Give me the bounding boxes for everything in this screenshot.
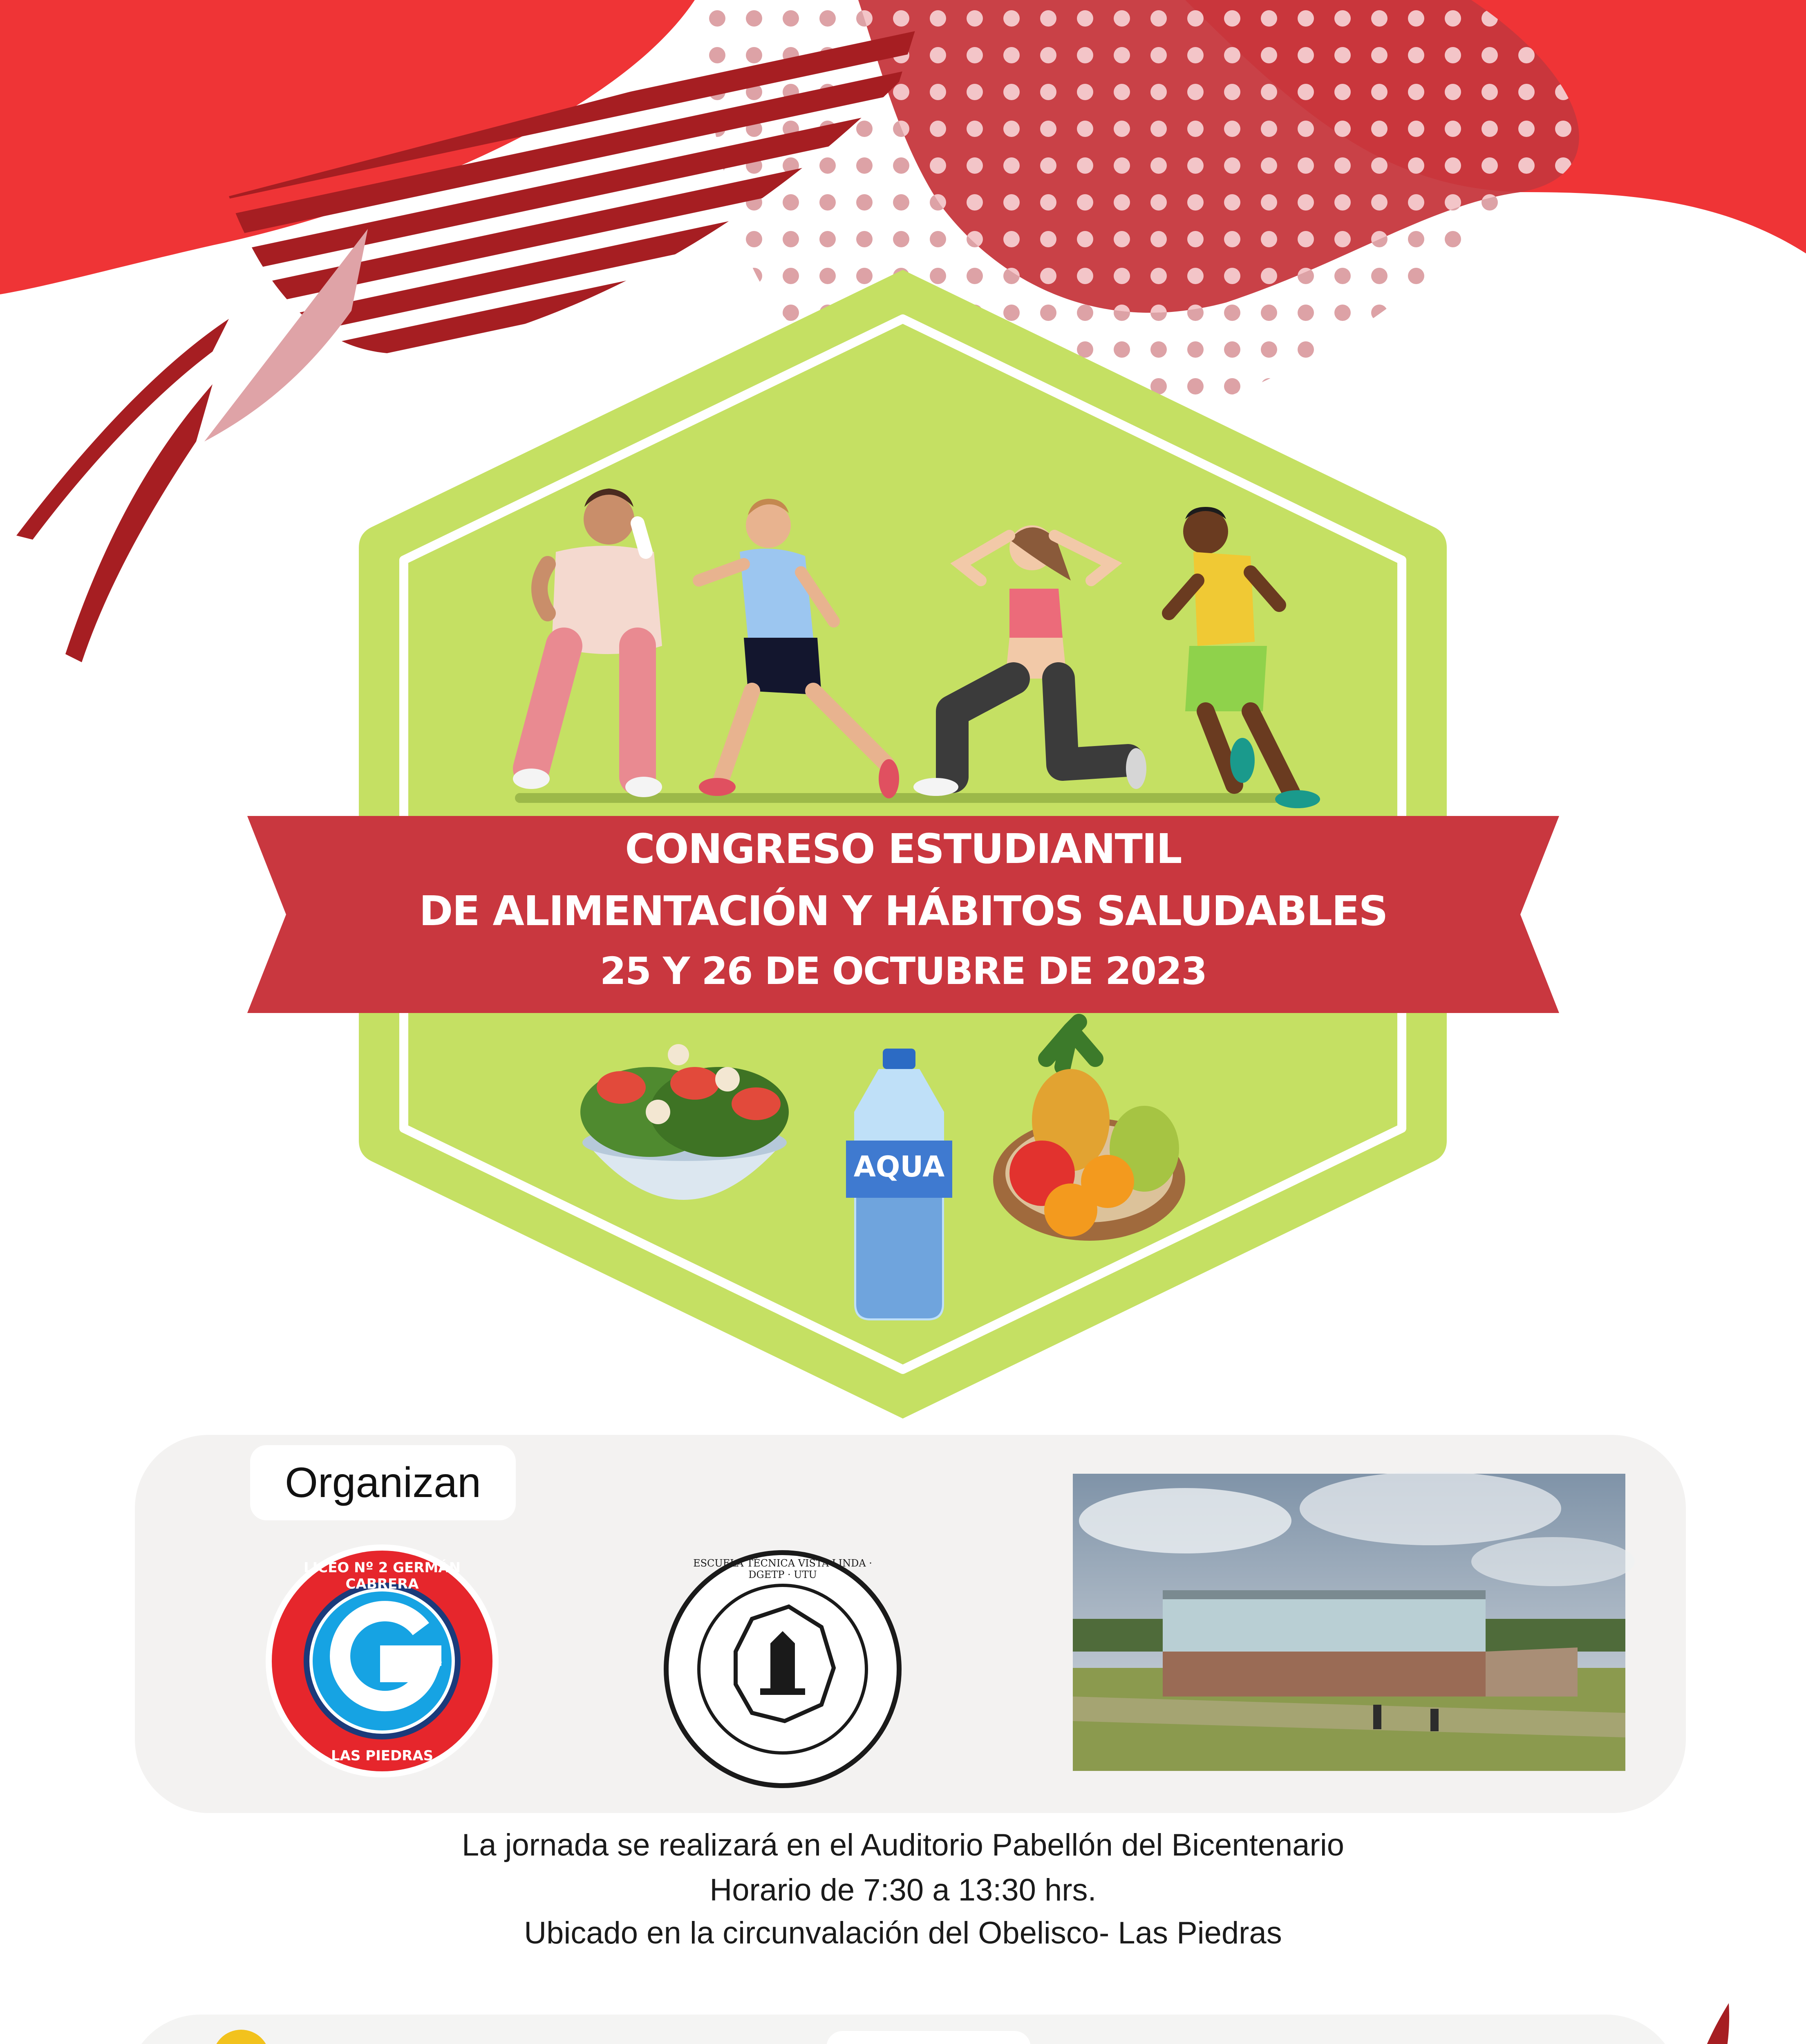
liceo-logo-ring-top: LICEO Nº 2 GERMÁN CABRERA <box>303 1560 461 1592</box>
banner-title-line1: CONGRESO ESTUDIANTIL <box>625 825 1182 873</box>
venue-schedule: Horario de 7:30 a 13:30 hrs. <box>709 1873 1097 1907</box>
water-bottle-label: AQUA <box>853 1150 945 1183</box>
banner-title-line2: DE ALIMENTACIÓN Y HÁBITOS SALUDABLES <box>419 887 1388 935</box>
venue-line1: La jornada se realizará en el Auditorio Pabellón del Bicentenario <box>462 1828 1344 1862</box>
banner-date: 25 Y 26 DE OCTUBRE DE 2023 <box>600 949 1207 993</box>
escuela-logo-ring-text: ESCUELA TÉCNICA VISTA LINDA · DGETP · UTU <box>693 1558 872 1580</box>
liceo-logo-ring-bottom: LAS PIEDRAS <box>331 1748 434 1764</box>
venue-location: Ubicado en la circunvalación del Obelisco- Las Piedras <box>524 1916 1282 1950</box>
organizers-label: Organizan <box>250 1445 516 1520</box>
